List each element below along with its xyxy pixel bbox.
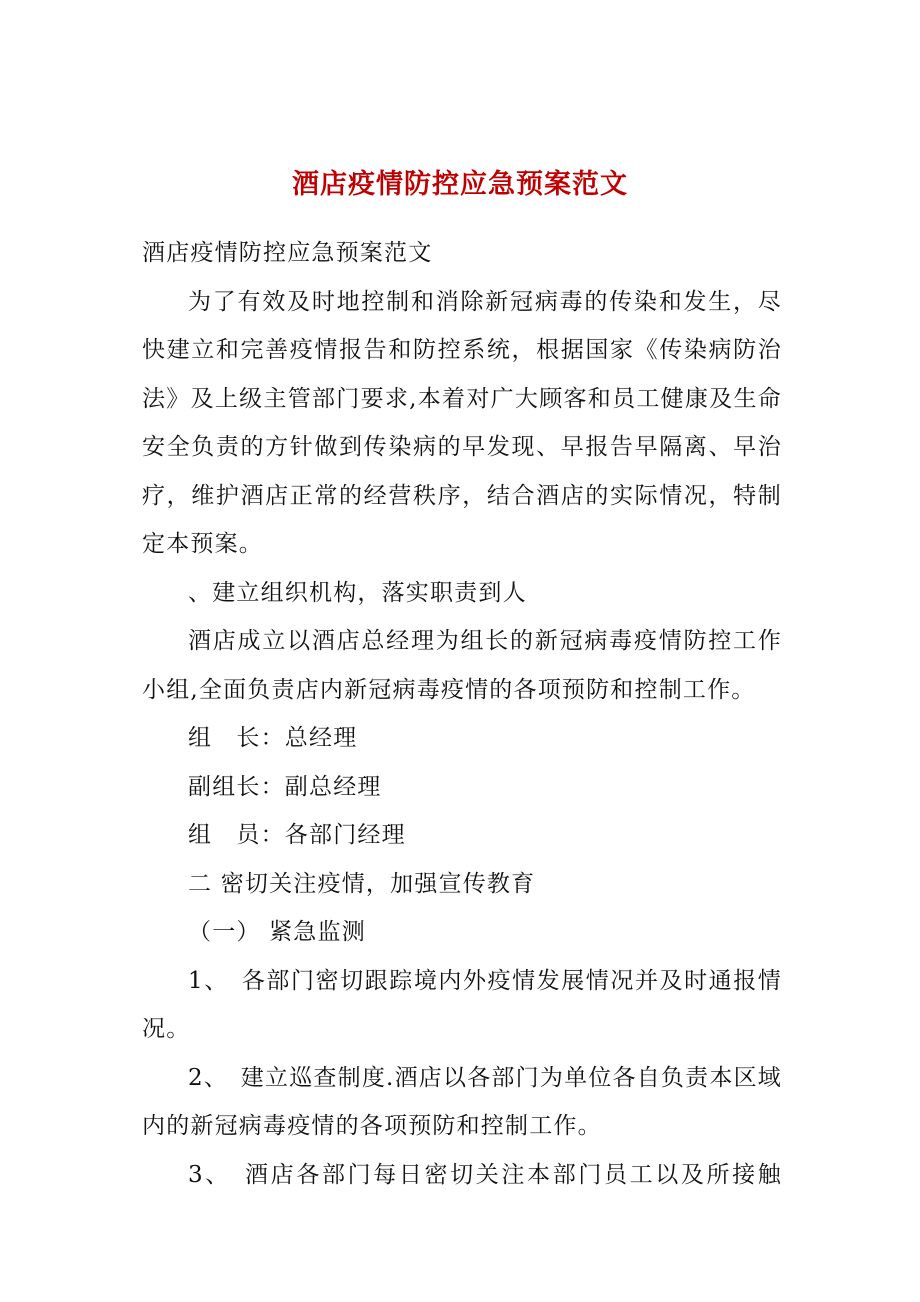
role-deputy-leader: 副组长：副总经理 bbox=[188, 773, 382, 800]
role-members: 组 员：各部门经理 bbox=[188, 822, 406, 848]
paragraph-organization: 酒店成立以酒店总经理为组长的新冠病毒疫情防控工作小组,全面负责店内新冠病毒疫情的各项预防和控制工作。 bbox=[142, 628, 782, 703]
paragraph-intro: 为了有效及时地控制和消除新冠病毒的传染和发生，尽快建立和完善疫情报告和防控系统，根据国家《传染病防治法》及上级主管部门要求,本着对广大顾客和员工健康及生命安全负责的方针做到传染病的早发现、早报告早隔离、早治疗，维护酒店正常的经营秩序，结合酒店的实际情况，特制定本预案。 bbox=[142, 288, 782, 557]
subsection-heading-emergency-monitoring: （一） 紧急监测 bbox=[188, 919, 366, 945]
section-heading-monitoring: 二 密切关注疫情，加强宣传教育 bbox=[188, 870, 536, 897]
section-heading-organization: 、建立组织机构，落实职责到人 bbox=[188, 579, 527, 606]
paragraph-subtitle: 酒店疫情防控应急预案范文 bbox=[142, 240, 433, 266]
list-item-2: 2、 建立巡查制度.酒店以各部门为单位各自负责本区域内的新冠病毒疫情的各项预防和控制工作。 bbox=[142, 1064, 782, 1139]
list-item-1: 1、 各部门密切跟踪境内外疫情发展情况并及时通报情况。 bbox=[142, 967, 782, 1042]
document-title: 酒店疫情防控应急预案范文 bbox=[292, 169, 628, 200]
document-body bbox=[142, 229, 782, 1199]
role-leader: 组 长：总经理 bbox=[188, 725, 358, 751]
list-item-3: 3、 酒店各部门每日密切关注本部门员工以及所接触 bbox=[188, 1161, 782, 1188]
